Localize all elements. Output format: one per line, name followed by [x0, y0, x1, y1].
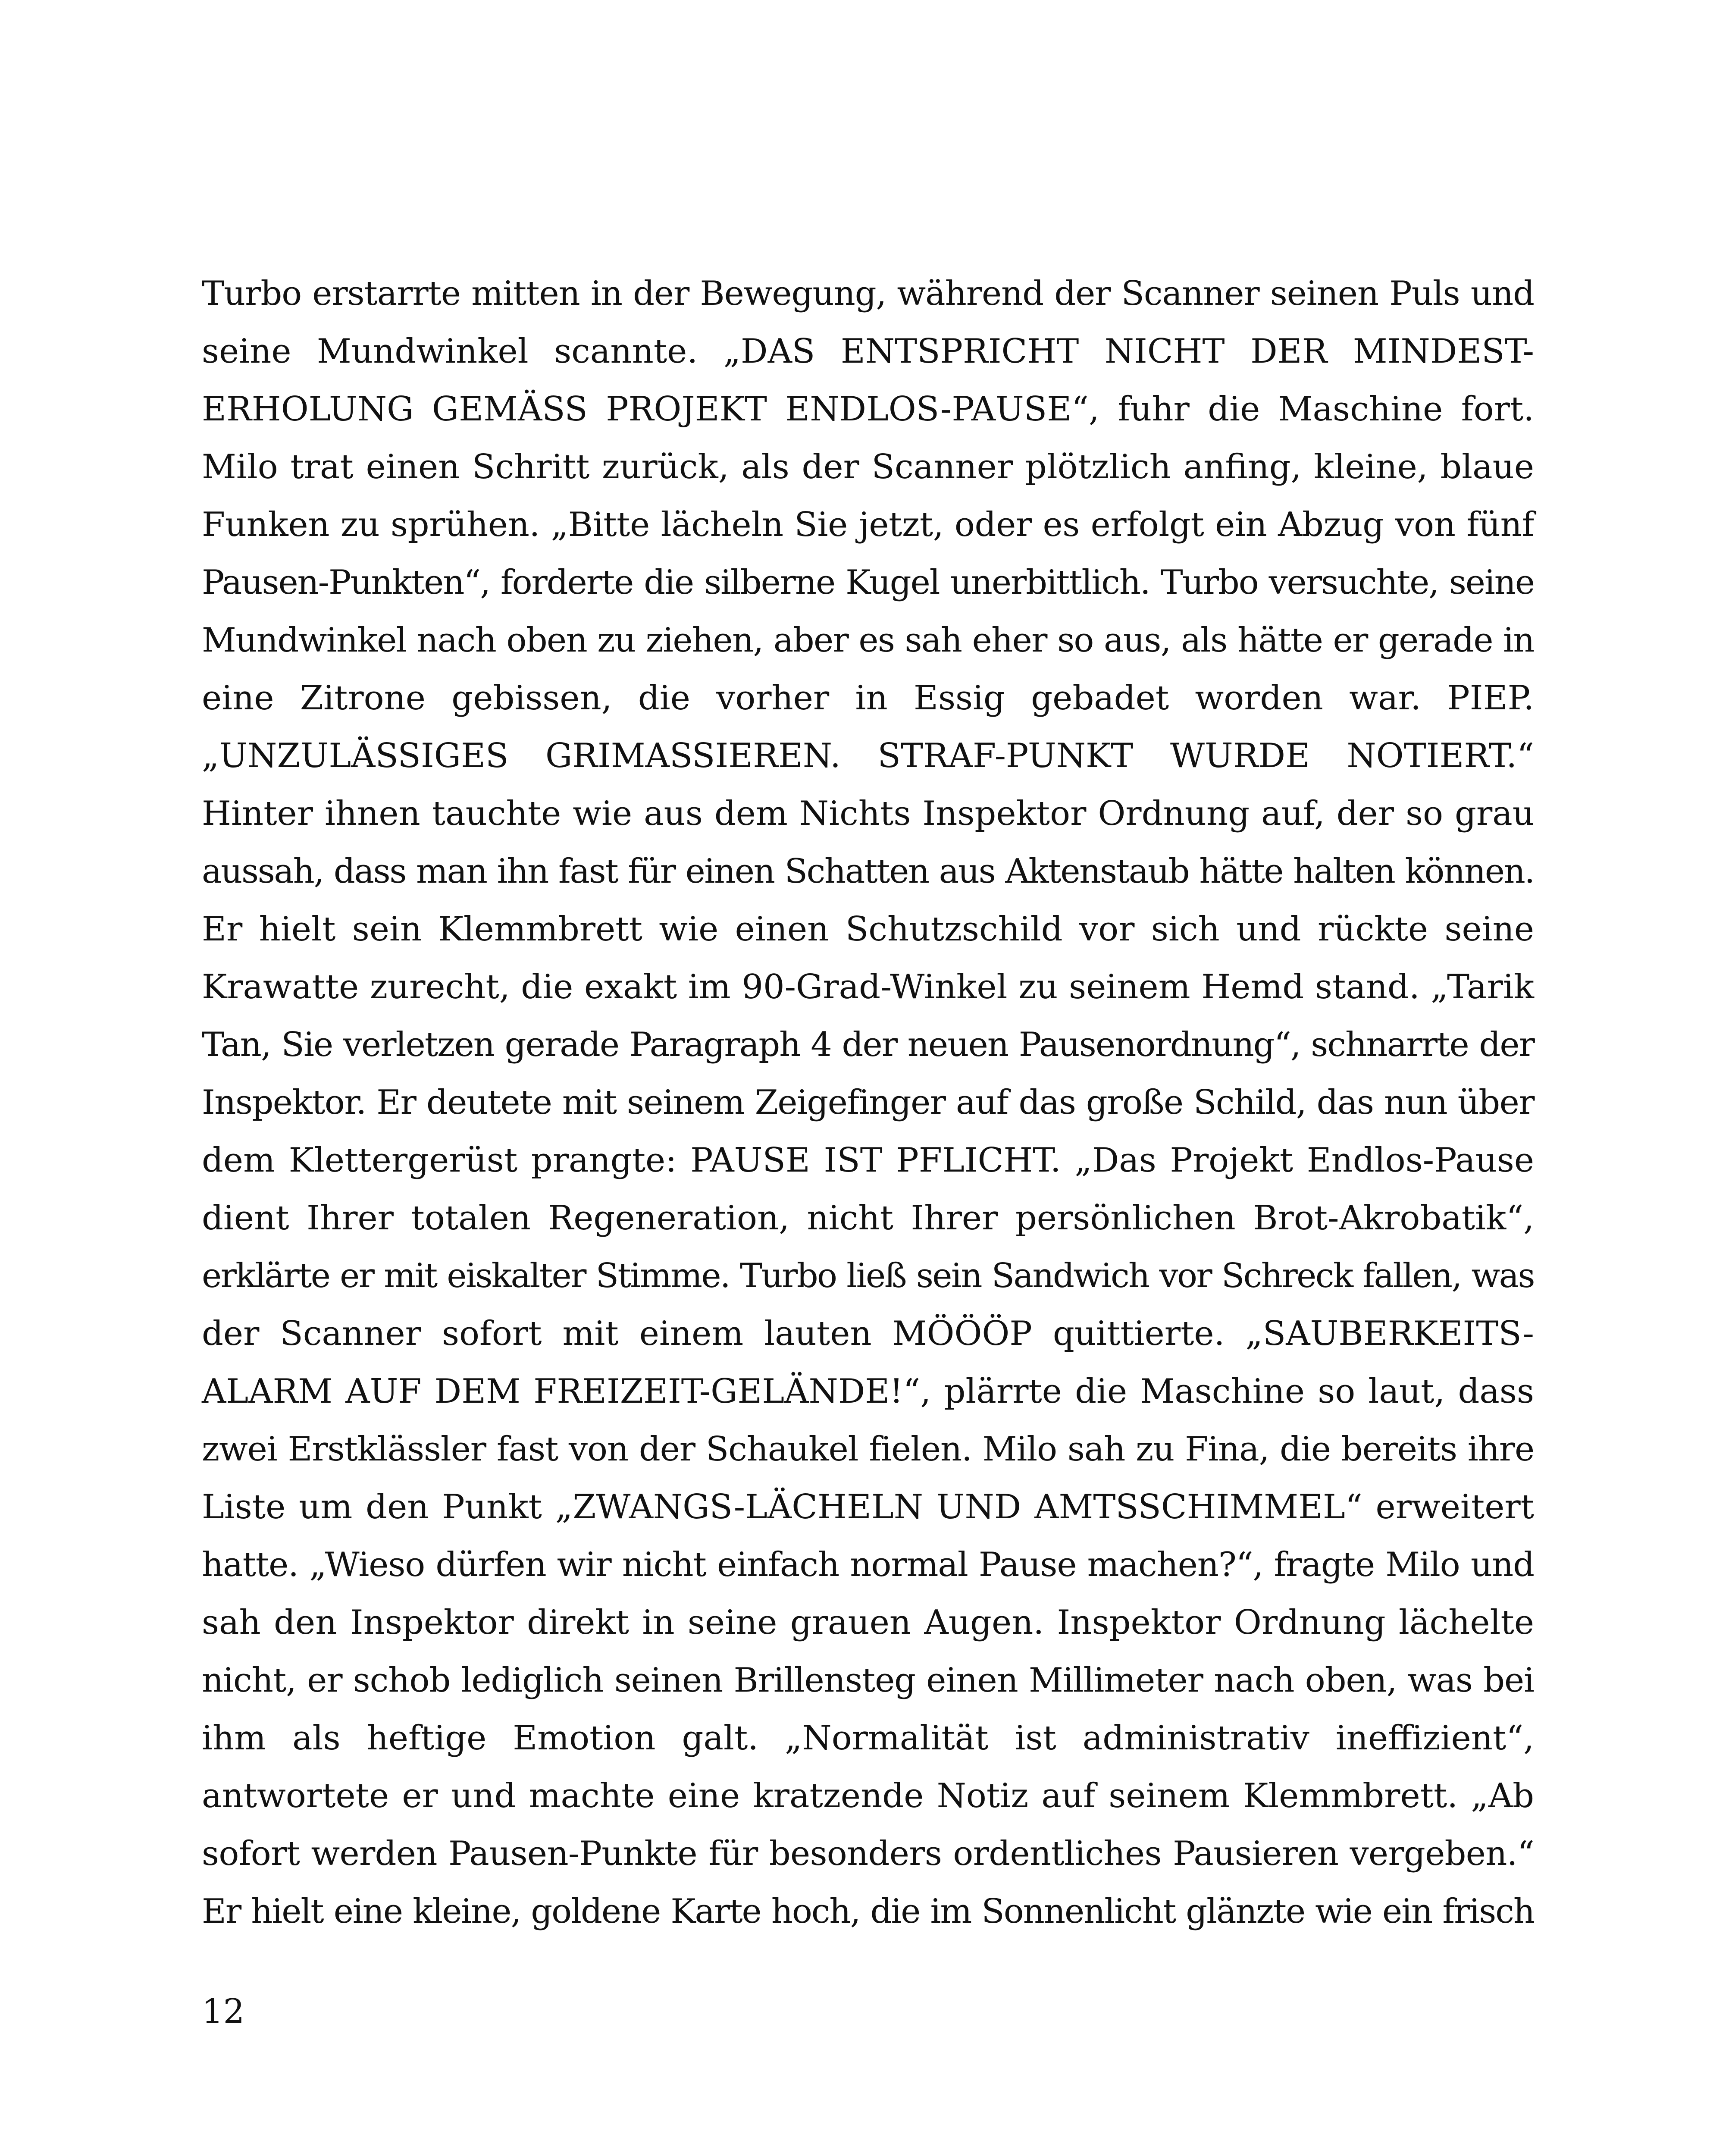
- text-line: Er hielt sein Klemmbrett wie einen Schutzschild vor sich und rückte seine: [202, 910, 1534, 949]
- text-line: dem Klettergerüst prangte: PAUSE IST PFLICHT. „Das Projekt Endlos-Pause: [202, 1141, 1534, 1180]
- text-line: „UNZULÄSSIGES GRIMASSIEREN. STRAF-PUNKT WURDE NOTIERT.“: [202, 736, 1534, 775]
- text-line: Milo trat einen Schritt zurück, als der Scanner plötzlich anfing, kleine, blaue: [202, 448, 1534, 486]
- text-line: hatte. „Wieso dürfen wir nicht einfach normal Pause machen?“, fragte Milo und: [202, 1545, 1534, 1584]
- text-line: Krawatte zurecht, die exakt im 90-Grad-Winkel zu seinem Hemd stand. „Tarik: [202, 968, 1534, 1006]
- text-line: nicht, er schob lediglich seinen Brillensteg einen Millimeter nach oben, was bei: [202, 1661, 1534, 1700]
- text-line: Pausen-Punkten“, forderte die silberne Kugel unerbittlich. Turbo versuchte, seine: [202, 563, 1534, 602]
- text-line: sofort werden Pausen-Punkte für besonders ordentliches Pausieren vergeben.“: [202, 1834, 1534, 1873]
- text-line: Er hielt eine kleine, goldene Karte hoch, die im Sonnenlicht glänzte wie ein frisch: [202, 1892, 1534, 1931]
- text-line: Mundwinkel nach oben zu ziehen, aber es sah eher so aus, als hätte er gerade in: [202, 621, 1534, 660]
- text-line: Hinter ihnen tauchte wie aus dem Nichts Inspektor Ordnung auf, der so grau: [202, 794, 1534, 833]
- text-line: ihm als heftige Emotion galt. „Normalität ist administrativ ineffizient“,: [202, 1719, 1534, 1758]
- text-line: zwei Erstklässler fast von der Schaukel fielen. Milo sah zu Fina, die bereits ihre: [202, 1430, 1534, 1469]
- text-line: ALARM AUF DEM FREIZEIT-GELÄNDE!“, plärrte die Maschine so laut, dass: [202, 1372, 1534, 1411]
- text-line: Turbo erstarrte mitten in der Bewegung, während der Scanner seinen Puls und: [202, 274, 1534, 313]
- text-line: erklärte er mit eiskalter Stimme. Turbo ließ sein Sandwich vor Schreck fallen, was: [202, 1257, 1534, 1295]
- text-line: Inspektor. Er deutete mit seinem Zeigefinger auf das große Schild, das nun über: [202, 1083, 1534, 1122]
- text-line: aussah, dass man ihn fast für einen Schatten aus Aktenstaub hätte halten können.: [202, 852, 1534, 891]
- text-line: der Scanner sofort mit einem lauten MÖÖÖP quittierte. „SAUBERKEITS-: [202, 1314, 1534, 1353]
- text-line: eine Zitrone gebissen, die vorher in Essig gebadet worden war. PIEP.: [202, 679, 1534, 718]
- text-line: dient Ihrer totalen Regeneration, nicht Ihrer persönlichen Brot-Akrobatik“,: [202, 1199, 1534, 1238]
- text-line: antwortete er und machte eine kratzende Notiz auf seinem Klemmbrett. „Ab: [202, 1777, 1534, 1815]
- text-line: Liste um den Punkt „ZWANGS-LÄCHELN UND AMTSSCHIMMEL“ erweitert: [202, 1488, 1534, 1526]
- text-line: seine Mundwinkel scannte. „DAS ENTSPRICHT NICHT DER MINDEST-: [202, 332, 1534, 371]
- text-line: Funken zu sprühen. „Bitte lächeln Sie jetzt, oder es erfolgt ein Abzug von fünf: [202, 505, 1534, 544]
- page-number: 12: [202, 1992, 245, 2031]
- text-line: sah den Inspektor direkt in seine grauen Augen. Inspektor Ordnung lächelte: [202, 1603, 1534, 1642]
- body-paragraph: [202, 265, 1534, 1940]
- text-line: Tan, Sie verletzen gerade Paragraph 4 der neuen Pausenordnung“, schnarrte der: [202, 1025, 1534, 1064]
- text-line: ERHOLUNG GEMÄSS PROJEKT ENDLOS-PAUSE“, fuhr die Maschine fort.: [202, 390, 1534, 429]
